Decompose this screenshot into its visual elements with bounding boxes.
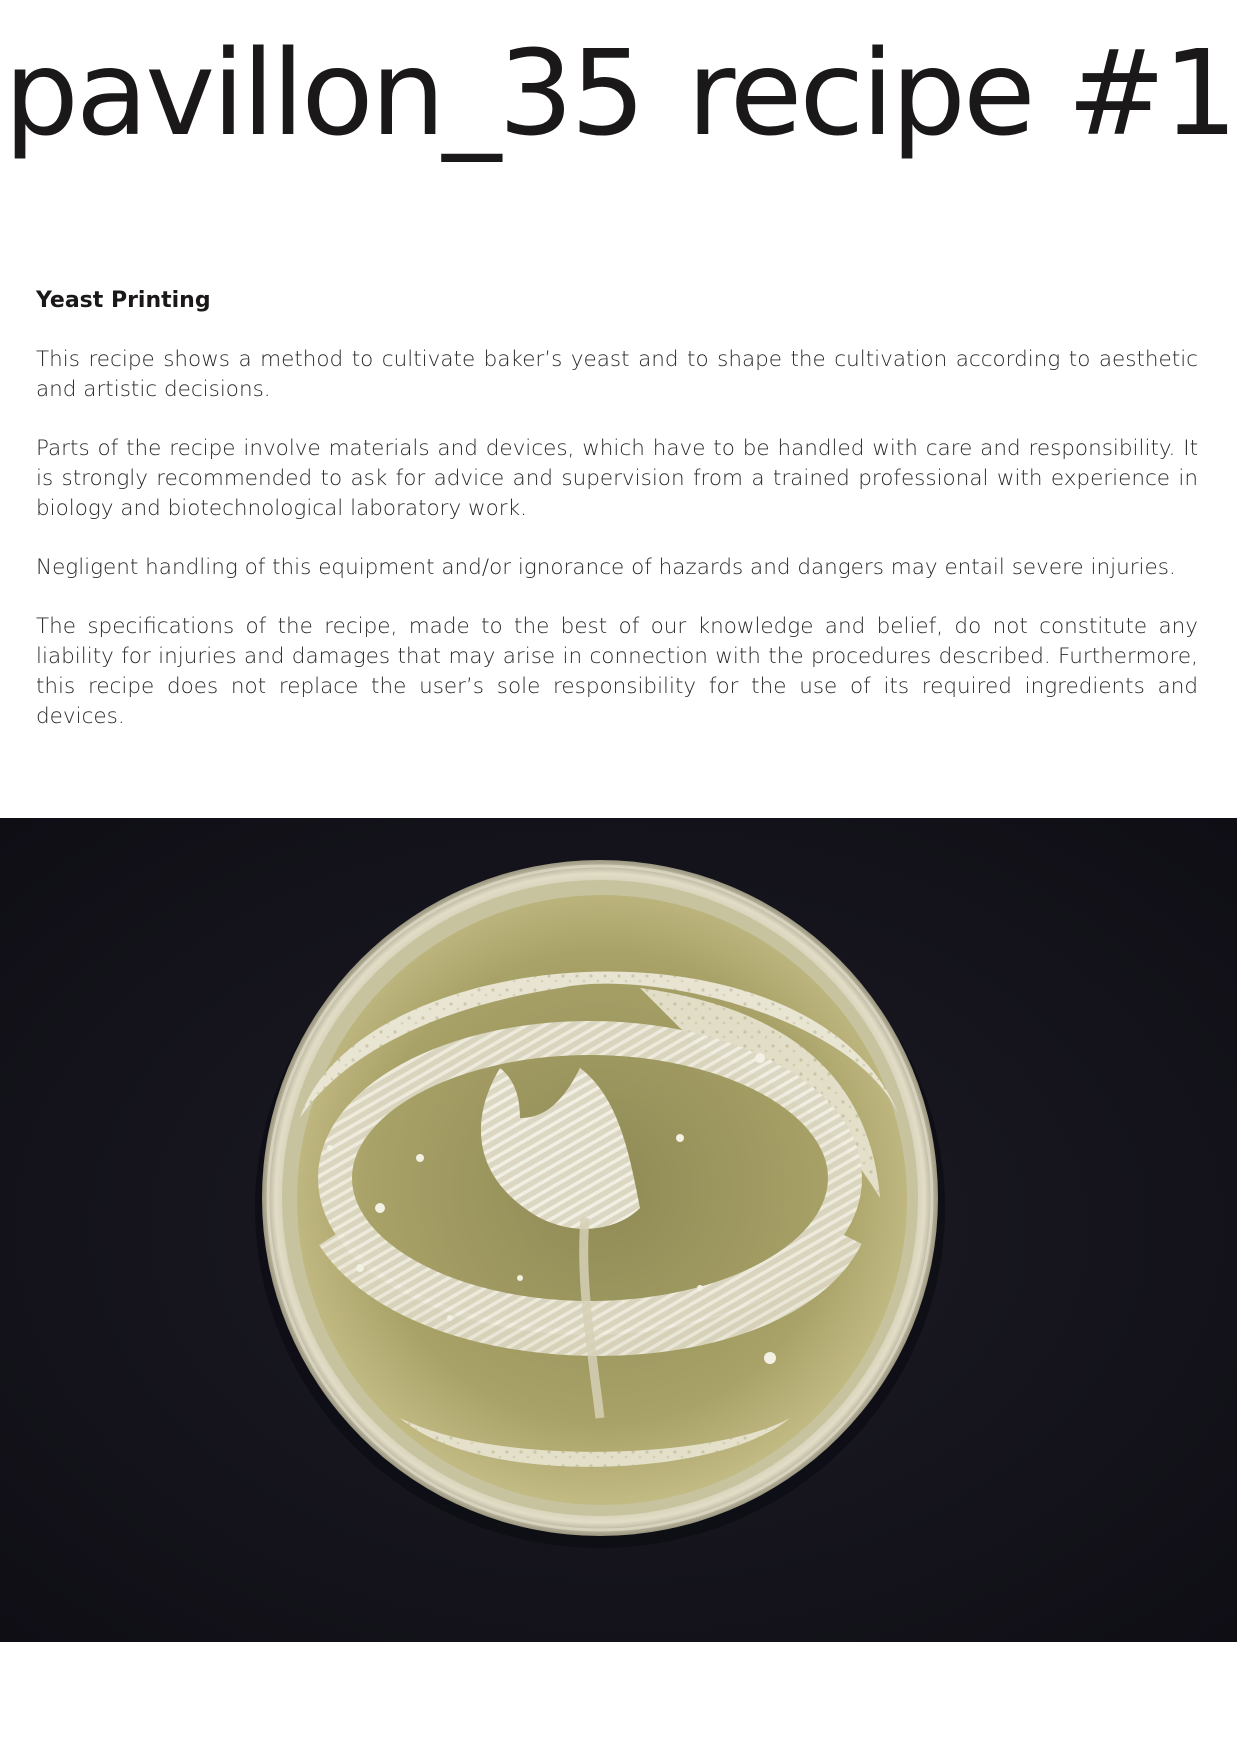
petri-dish-illustration [0, 818, 1237, 1642]
article-heading: Yeast Printing [36, 288, 211, 313]
project-title: pavillon_35 [4, 24, 643, 162]
petri-dish-photo [0, 818, 1237, 1642]
paragraph-safety: Parts of the recipe involve materials and devices, which have to be handled with care and responsibility. It is strongly recommended to ask for advice and supervision from a trained professional with experience in biology and biotechnological laboratory work. [36, 436, 1198, 521]
recipe-number: recipe #1 [686, 24, 1235, 162]
paragraph-warning: Negligent handling of this equipment and/or ignorance of hazards and dangers may entail severe injuries. [36, 555, 1176, 580]
article-body [36, 286, 1198, 761]
paragraph-intro: This recipe shows a method to cultivate baker’s yeast and to shape the cultivation according to aesthetic and artistic decisions. [36, 347, 1198, 402]
header [0, 18, 1241, 168]
paragraph-liability: The specifications of the recipe, made to the best of our knowledge and belief, do not constitute any liability for injuries and damages that may arise in connection with the procedures described. Furthermore, this recipe does not replace the user’s sole responsibility for the use of its required ingredients and devices. [36, 614, 1198, 729]
